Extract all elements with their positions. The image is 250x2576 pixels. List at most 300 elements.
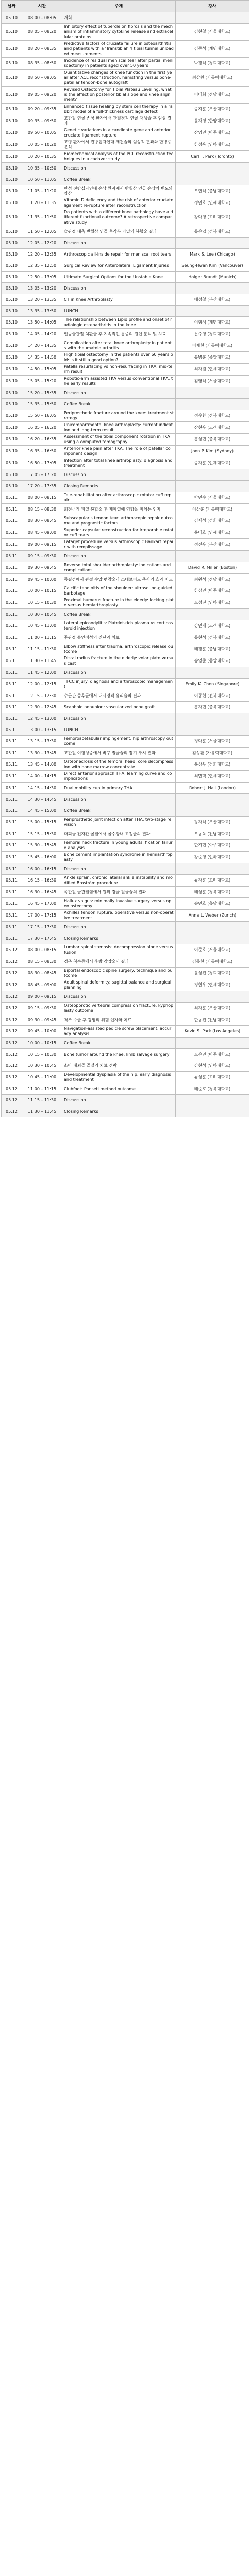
- date-cell: 05.11: [2, 817, 22, 828]
- speaker-cell: [176, 991, 249, 1003]
- speaker-cell: [176, 1038, 249, 1049]
- topic-cell: Complication after total knee arthroplasty in patients with rheumatoid arthritis: [62, 340, 176, 352]
- time-cell: 16:05 – 16:20: [22, 422, 62, 434]
- time-cell: 13:50 – 14:05: [22, 317, 62, 329]
- time-cell: 10:45 – 11:00: [22, 620, 62, 632]
- time-cell: 16:30 – 16:45: [22, 887, 62, 898]
- date-cell: 05.11: [2, 585, 22, 597]
- date-cell: 05.10: [2, 58, 22, 70]
- topic-cell: Dual mobility cup in primary THA: [62, 783, 176, 794]
- topic-cell: Distal radius fracture in the elderly: volar plate versus cast: [62, 655, 176, 667]
- topic-cell: Closing Remarks: [62, 481, 176, 492]
- speaker-cell: [176, 933, 249, 944]
- table-row: [2, 410, 249, 422]
- table-row: [2, 609, 249, 620]
- speaker-cell: 정진우 (부산대학교): [176, 539, 249, 551]
- topic-cell: Discussion: [62, 387, 176, 399]
- speaker-cell: [176, 163, 249, 174]
- table-row: [2, 115, 249, 127]
- time-cell: 14:35 – 14:50: [22, 352, 62, 364]
- time-cell: 08:00 – 08:15: [22, 944, 62, 956]
- date-cell: 05.10: [2, 41, 22, 58]
- date-cell: 05.11: [2, 875, 22, 887]
- table-row: [2, 863, 249, 875]
- topic-cell: Closing Remarks: [62, 1106, 176, 1117]
- topic-cell: Inhibitory effect of tubercle on fibrosis and the mechanism of inflammatory cytokine release and extracellular proteins: [62, 24, 176, 41]
- time-cell: 11:15 – 11:30: [22, 643, 62, 655]
- date-cell: 05.10: [2, 151, 22, 163]
- speaker-cell: 최재원 (연세대학교): [176, 364, 249, 376]
- table-row: [2, 968, 249, 979]
- speaker-cell: [176, 469, 249, 481]
- topic-cell: Clubfoot: Ponseti method outcome: [62, 1083, 176, 1095]
- speaker-cell: [176, 1095, 249, 1106]
- topic-cell: 만성 전방십자인대 손상 환자에서 반월상 연골 손상의 빈도와 양상: [62, 185, 176, 197]
- speaker-cell: 장영민 (아주대학교): [176, 127, 249, 139]
- date-cell: 05.10: [2, 469, 22, 481]
- table-row: [2, 364, 249, 376]
- speaker-cell: 이재현 (가톨릭대학교): [176, 340, 249, 352]
- speaker-cell: [176, 794, 249, 805]
- time-cell: 13:00 – 13:15: [22, 724, 62, 736]
- topic-cell: Scaphoid nonunion: vascularized bone graft: [62, 702, 176, 713]
- time-cell: 17:00 – 17:15: [22, 910, 62, 922]
- speaker-cell: 정수환 (전북대학교): [176, 410, 249, 422]
- topic-cell: Closing Remarks: [62, 933, 176, 944]
- table-row: [2, 643, 249, 655]
- speaker-cell: 이태희 (전남대학교): [176, 87, 249, 104]
- time-cell: 09:30 – 09:45: [22, 562, 62, 574]
- speaker-cell: David R. Miller (Boston): [176, 562, 249, 574]
- topic-cell: Discussion: [62, 238, 176, 249]
- speaker-cell: 김성환 (가톨릭대학교): [176, 748, 249, 759]
- table-row: [2, 70, 249, 87]
- time-cell: 13:05 – 13:20: [22, 283, 62, 294]
- date-cell: 05.10: [2, 163, 22, 174]
- time-cell: 16:00 – 16:15: [22, 863, 62, 875]
- time-cell: 09:15 – 09:30: [22, 551, 62, 562]
- time-cell: 10:50 – 11:05: [22, 174, 62, 185]
- speaker-cell: 윤태호 (연세대학교): [176, 527, 249, 539]
- date-cell: 05.12: [2, 1049, 22, 1060]
- date-cell: 05.11: [2, 863, 22, 875]
- table-row: [2, 1083, 249, 1095]
- date-cell: 05.12: [2, 956, 22, 968]
- table-row: [2, 887, 249, 898]
- speaker-cell: 송지훈 (부산대학교): [176, 104, 249, 115]
- time-cell: 16:35 – 16:50: [22, 446, 62, 457]
- speaker-cell: 한성욱 (인하대학교): [176, 139, 249, 151]
- speaker-cell: [176, 667, 249, 679]
- table-row: [2, 1038, 249, 1049]
- time-cell: 14:00 – 14:15: [22, 771, 62, 783]
- date-cell: 05.10: [2, 410, 22, 422]
- speaker-cell: 장재석 (부산대학교): [176, 817, 249, 828]
- speaker-cell: 홍성민 (충북대학교): [176, 434, 249, 446]
- topic-cell: Subscapularis tendon tear: arthroscopic repair outcome and prognostic factors: [62, 515, 176, 527]
- speaker-cell: 김종석 (계명대학교): [176, 41, 249, 58]
- date-cell: 05.11: [2, 794, 22, 805]
- table-row: [2, 376, 249, 387]
- speaker-cell: 정민호 (연세대학교): [176, 197, 249, 209]
- topic-cell: Achilles tendon rupture: operative versus non-operative treatment: [62, 910, 176, 922]
- topic-cell: Femoral neck fracture in young adults: fixation failure analysis: [62, 840, 176, 852]
- time-cell: 16:50 – 17:05: [22, 457, 62, 469]
- date-cell: 05.11: [2, 898, 22, 910]
- topic-cell: The relationship between Lipid profile and onset of radiologic osteoarthritis in the knee: [62, 317, 176, 329]
- time-cell: 12:50 – 13:05: [22, 272, 62, 283]
- time-cell: 12:20 – 12:35: [22, 249, 62, 260]
- topic-cell: Discussion: [62, 922, 176, 933]
- time-cell: 14:20 – 14:35: [22, 340, 62, 352]
- topic-cell: 수근관 증후군에서 내시경적 유리술의 결과: [62, 690, 176, 702]
- topic-cell: Bone tumor around the knee: limb salvage surgery: [62, 1049, 176, 1060]
- table-row: [2, 748, 249, 759]
- speaker-cell: 류성훈 (고려대학교): [176, 1072, 249, 1083]
- topic-cell: Discussion: [62, 469, 176, 481]
- topic-cell: Navigation-assisted pedicle screw placement: accuracy analysis: [62, 1026, 176, 1038]
- speaker-cell: [176, 12, 249, 24]
- date-cell: 05.11: [2, 724, 22, 736]
- date-cell: 05.10: [2, 139, 22, 151]
- date-cell: 05.10: [2, 209, 22, 226]
- time-cell: 11:15 – 11:30: [22, 1095, 62, 1106]
- table-row: [2, 12, 249, 24]
- topic-cell: Proximal humerus fracture in the elderly: locking plate versus hemiarthroplasty: [62, 597, 176, 609]
- topic-cell: Do patients with a different knee pathology have a different functional outcome? A retrospective comparative study: [62, 209, 176, 226]
- topic-cell: TFCC injury: diagnosis and arthroscopic management: [62, 679, 176, 690]
- speaker-cell: [176, 551, 249, 562]
- topic-cell: Direct anterior approach THA: learning curve and complications: [62, 771, 176, 783]
- time-cell: 08:00 – 08:05: [22, 12, 62, 24]
- date-cell: 05.11: [2, 643, 22, 655]
- topic-cell: Predictive factors of cruciate failure in osteoarthritis and patients with a 'Transtibial' 4 tibial tunnel unloaded measurements: [62, 41, 176, 58]
- date-cell: 05.11: [2, 574, 22, 585]
- date-cell: 05.10: [2, 317, 22, 329]
- date-cell: 05.10: [2, 399, 22, 410]
- topic-cell: Superior capsular reconstruction for irreparable rotator cuff tears: [62, 527, 176, 539]
- topic-cell: 대퇴골 전자간 골절에서 골수강내 고정술의 결과: [62, 828, 176, 840]
- topic-cell: Incidence of residual meniscal tear after partial meniscectomy in patients aged over 50 years: [62, 58, 176, 70]
- topic-cell: Calcific tendinitis of the shoulder: ultrasound-guided barbotage: [62, 585, 176, 597]
- table-row: [2, 817, 249, 828]
- topic-cell: Adult spinal deformity: sagittal balance and surgical planning: [62, 979, 176, 991]
- time-cell: 17:05 – 17:20: [22, 469, 62, 481]
- table-row: [2, 260, 249, 272]
- speaker-cell: Carl T. Park (Toronto): [176, 151, 249, 163]
- table-row: [2, 1060, 249, 1072]
- table-row: [2, 736, 249, 748]
- date-cell: 05.11: [2, 551, 22, 562]
- speaker-cell: Robert J. Hall (London): [176, 783, 249, 794]
- speaker-cell: 이동현 (전북대학교): [176, 690, 249, 702]
- topic-cell: Lateral epicondylitis: Platelet-rich plasma vs corticosteroid injection: [62, 620, 176, 632]
- speaker-cell: 오승민 (아주대학교): [176, 1049, 249, 1060]
- topic-cell: 족관절 골관절염에서 원위 경골 절골술의 결과: [62, 887, 176, 898]
- table-row: [2, 41, 249, 58]
- header-topic: 주제: [62, 1, 176, 12]
- time-cell: 08:45 – 09:00: [22, 527, 62, 539]
- speaker-cell: [176, 724, 249, 736]
- time-cell: 13:20 – 13:35: [22, 294, 62, 306]
- date-cell: 05.11: [2, 690, 22, 702]
- time-cell: 11:30 – 11:45: [22, 655, 62, 667]
- topic-cell: Anterior knee pain after TKA: The role of patellar component design: [62, 446, 176, 457]
- topic-cell: Discussion: [62, 794, 176, 805]
- table-row: [2, 226, 249, 238]
- table-row: [2, 527, 249, 539]
- speaker-cell: [176, 1106, 249, 1117]
- date-cell: 05.12: [2, 1083, 22, 1095]
- header-time: 시간: [22, 1, 62, 12]
- speaker-cell: 배성철 (부산대학교): [176, 294, 249, 306]
- date-cell: 05.10: [2, 226, 22, 238]
- time-cell: 08:15 – 08:30: [22, 956, 62, 968]
- speaker-cell: 정현우 (연세대학교): [176, 979, 249, 991]
- table-row: [2, 294, 249, 306]
- table-row: [2, 515, 249, 527]
- table-row: [2, 655, 249, 667]
- speaker-cell: 문수영 (경희대학교): [176, 329, 249, 340]
- date-cell: 05.12: [2, 979, 22, 991]
- topic-cell: Tele-rehabilitation after arthroscopic rotator cuff repair: [62, 492, 176, 504]
- topic-cell: Discussion: [62, 863, 176, 875]
- date-cell: 05.11: [2, 609, 22, 620]
- speaker-cell: [176, 481, 249, 492]
- topic-cell: Enhanced tissue healing by stem cell therapy in a rabbit model of a full-thickness cartilage defect: [62, 104, 176, 115]
- table-row: [2, 585, 249, 597]
- table-row: [2, 933, 249, 944]
- table-row: [2, 539, 249, 551]
- table-row: [2, 174, 249, 185]
- date-cell: 05.10: [2, 352, 22, 364]
- table-row: [2, 724, 249, 736]
- speaker-cell: Mark S. Lee (Chicago): [176, 249, 249, 260]
- topic-cell: 인공슬관절 치환술 후 지속적인 통증의 원인 분석 및 치료: [62, 329, 176, 340]
- topic-cell: Discussion: [62, 1095, 176, 1106]
- table-row: [2, 1049, 249, 1060]
- speaker-cell: [176, 387, 249, 399]
- time-cell: 08:00 – 08:15: [22, 492, 62, 504]
- date-cell: 05.11: [2, 887, 22, 898]
- date-cell: 05.12: [2, 1003, 22, 1014]
- table-row: [2, 679, 249, 690]
- table-row: [2, 306, 249, 317]
- table-row: [2, 1072, 249, 1083]
- date-cell: 05.11: [2, 667, 22, 679]
- date-cell: 05.11: [2, 620, 22, 632]
- time-cell: 13:35 – 13:50: [22, 306, 62, 317]
- time-cell: 12:30 – 12:45: [22, 702, 62, 713]
- speaker-cell: Emily K. Chen (Singapore): [176, 679, 249, 690]
- table-row: [2, 249, 249, 260]
- table-row: [2, 387, 249, 399]
- time-cell: 08:05 – 08:20: [22, 24, 62, 41]
- table-row: [2, 632, 249, 643]
- table-row: [2, 713, 249, 724]
- time-cell: 13:15 – 13:30: [22, 736, 62, 748]
- speaker-cell: 배정훈 (충남대학교): [176, 643, 249, 655]
- speaker-cell: 송재훈 (인제대학교): [176, 457, 249, 469]
- date-cell: 05.10: [2, 115, 22, 127]
- date-cell: 05.10: [2, 306, 22, 317]
- time-cell: 10:45 – 11:00: [22, 1072, 62, 1083]
- topic-cell: Coffee Break: [62, 1038, 176, 1049]
- date-cell: 05.10: [2, 446, 22, 457]
- table-row: [2, 24, 249, 41]
- topic-cell: Infection after total knee arthroplasty: diagnosis and treatment: [62, 457, 176, 469]
- topic-cell: 개회: [62, 12, 176, 24]
- date-cell: 05.11: [2, 702, 22, 713]
- table-row: [2, 562, 249, 574]
- topic-cell: 주관절 불안정성의 진단과 치료: [62, 632, 176, 643]
- topic-cell: LUNCH: [62, 306, 176, 317]
- time-cell: 10:35 – 10:50: [22, 163, 62, 174]
- date-cell: 05.11: [2, 515, 22, 527]
- table-row: [2, 209, 249, 226]
- date-cell: 05.12: [2, 1106, 22, 1117]
- table-body: [2, 12, 249, 1117]
- date-cell: 05.12: [2, 1014, 22, 1026]
- topic-cell: Unicompartmental knee arthroplasty: current indication and long-term result: [62, 422, 176, 434]
- table-row: [2, 492, 249, 504]
- time-cell: 11:00 – 11:15: [22, 632, 62, 643]
- topic-cell: Periprosthetic fracture around the knee: treatment strategy: [62, 410, 176, 422]
- time-cell: 08:15 – 08:30: [22, 504, 62, 515]
- topic-cell: Revised Osteotomy for Tibial Plateau Leveling: what is the effect on posterior tibial slope and knee alignment?: [62, 87, 176, 104]
- time-cell: 08:30 – 08:45: [22, 968, 62, 979]
- date-cell: 05.11: [2, 562, 22, 574]
- time-cell: 09:45 – 10:00: [22, 574, 62, 585]
- time-cell: 11:05 – 11:20: [22, 185, 62, 197]
- time-cell: 17:20 – 17:35: [22, 481, 62, 492]
- speaker-cell: 이준호 (서울대학교): [176, 944, 249, 956]
- date-cell: 05.11: [2, 527, 22, 539]
- table-row: [2, 481, 249, 492]
- date-cell: 05.11: [2, 840, 22, 852]
- date-cell: 05.11: [2, 597, 22, 609]
- topic-cell: CT in Knee Arthroplasty: [62, 294, 176, 306]
- table-row: [2, 317, 249, 329]
- speaker-cell: 김현철 (서울대학교): [176, 24, 249, 41]
- speaker-cell: 배성훈 (경북대학교): [176, 887, 249, 898]
- table-row: [2, 690, 249, 702]
- table-row: [2, 139, 249, 151]
- date-cell: 05.10: [2, 249, 22, 260]
- time-cell: 11:50 – 12:05: [22, 226, 62, 238]
- time-cell: 08:50 – 09:05: [22, 70, 62, 87]
- speaker-cell: [176, 174, 249, 185]
- table-row: [2, 340, 249, 352]
- topic-cell: Arthroscopic all-inside repair for meniscal root tears: [62, 249, 176, 260]
- time-cell: 15:35 – 15:50: [22, 399, 62, 410]
- time-cell: 09:05 – 09:20: [22, 87, 62, 104]
- speaker-cell: 한기현 (아주대학교): [176, 840, 249, 852]
- date-cell: 05.10: [2, 127, 22, 139]
- topic-cell: Assessment of the tibial component rotation in TKA using a computed tomography: [62, 434, 176, 446]
- table-row: [2, 922, 249, 933]
- topic-cell: 경추 척수증에서 후방 감압술의 결과: [62, 956, 176, 968]
- time-cell: 10:15 – 10:30: [22, 1049, 62, 1060]
- table-row: [2, 87, 249, 104]
- table-row: [2, 329, 249, 340]
- table-row: [2, 1095, 249, 1106]
- time-cell: 11:00 – 11:15: [22, 1083, 62, 1095]
- speaker-cell: 홍재민 (충북대학교): [176, 702, 249, 713]
- date-cell: 05.10: [2, 457, 22, 469]
- speaker-cell: 김동현 (가톨릭대학교): [176, 956, 249, 968]
- date-cell: 05.10: [2, 185, 22, 197]
- time-cell: 10:20 – 10:35: [22, 151, 62, 163]
- table-row: [2, 852, 249, 863]
- table-row: [2, 422, 249, 434]
- time-cell: 08:35 – 08:50: [22, 58, 62, 70]
- table-row: [2, 783, 249, 794]
- date-cell: 05.10: [2, 260, 22, 272]
- date-cell: 05.11: [2, 852, 22, 863]
- time-cell: 12:15 – 12:30: [22, 690, 62, 702]
- topic-cell: Genetic variations in a candidate gene and anterior cruciate ligament rupture: [62, 127, 176, 139]
- time-cell: 10:30 – 10:45: [22, 1060, 62, 1072]
- topic-cell: Ankle sprain: chronic lateral ankle instability and modified Broström procedure: [62, 875, 176, 887]
- topic-cell: Developmental dysplasia of the hip: early diagnosis and treatment: [62, 1072, 176, 1083]
- table-row: [2, 399, 249, 410]
- topic-cell: Reverse total shoulder arthroplasty: indications and complications: [62, 562, 176, 574]
- topic-cell: Coffee Break: [62, 399, 176, 410]
- time-cell: 09:15 – 09:30: [22, 1003, 62, 1014]
- date-cell: 05.11: [2, 910, 22, 922]
- speaker-cell: 한상민 (아주대학교): [176, 585, 249, 597]
- date-cell: 05.10: [2, 294, 22, 306]
- date-cell: 05.12: [2, 1038, 22, 1049]
- time-cell: 15:05 – 15:20: [22, 376, 62, 387]
- speaker-cell: 오동욱 (전남대학교): [176, 828, 249, 840]
- time-cell: 14:45 – 15:00: [22, 805, 62, 817]
- time-cell: 08:30 – 08:45: [22, 515, 62, 527]
- time-cell: 09:50 – 10:05: [22, 127, 62, 139]
- topic-cell: Femoroacetabular impingement: hip arthroscopy outcome: [62, 736, 176, 748]
- date-cell: 05.10: [2, 283, 22, 294]
- date-cell: 05.10: [2, 174, 22, 185]
- speaker-cell: [176, 713, 249, 724]
- topic-cell: 척추 수술 후 감염의 위험 인자와 치료: [62, 1014, 176, 1026]
- topic-cell: Coffee Break: [62, 805, 176, 817]
- time-cell: 14:50 – 15:05: [22, 364, 62, 376]
- speaker-cell: 이상훈 (가톨릭대학교): [176, 504, 249, 515]
- topic-cell: Robotic-arm assisted TKA versus conventional TKA: the early results: [62, 376, 176, 387]
- topic-cell: Periprosthetic joint infection after THA: two-stage revision: [62, 817, 176, 828]
- speaker-cell: [176, 283, 249, 294]
- table-row: [2, 574, 249, 585]
- speaker-cell: Joon P. Kim (Sydney): [176, 446, 249, 457]
- time-cell: 14:15 – 14:30: [22, 783, 62, 794]
- schedule-page: [0, 0, 250, 1117]
- topic-cell: Osteoporotic vertebral compression fracture: kyphoplasty outcome: [62, 1003, 176, 1014]
- speaker-cell: [176, 238, 249, 249]
- date-cell: 05.11: [2, 748, 22, 759]
- topic-cell: Discussion: [62, 991, 176, 1003]
- date-cell: 05.11: [2, 933, 22, 944]
- topic-cell: Elbow stiffness after trauma: arthroscopic release outcome: [62, 643, 176, 655]
- time-cell: 11:20 – 11:35: [22, 197, 62, 209]
- topic-cell: Discussion: [62, 713, 176, 724]
- speaker-cell: Kevin S. Park (Los Angeles): [176, 1026, 249, 1038]
- date-cell: 05.10: [2, 434, 22, 446]
- speaker-cell: 이형석 (계명대학교): [176, 317, 249, 329]
- date-cell: 05.11: [2, 679, 22, 690]
- date-cell: 05.10: [2, 422, 22, 434]
- table-row: [2, 551, 249, 562]
